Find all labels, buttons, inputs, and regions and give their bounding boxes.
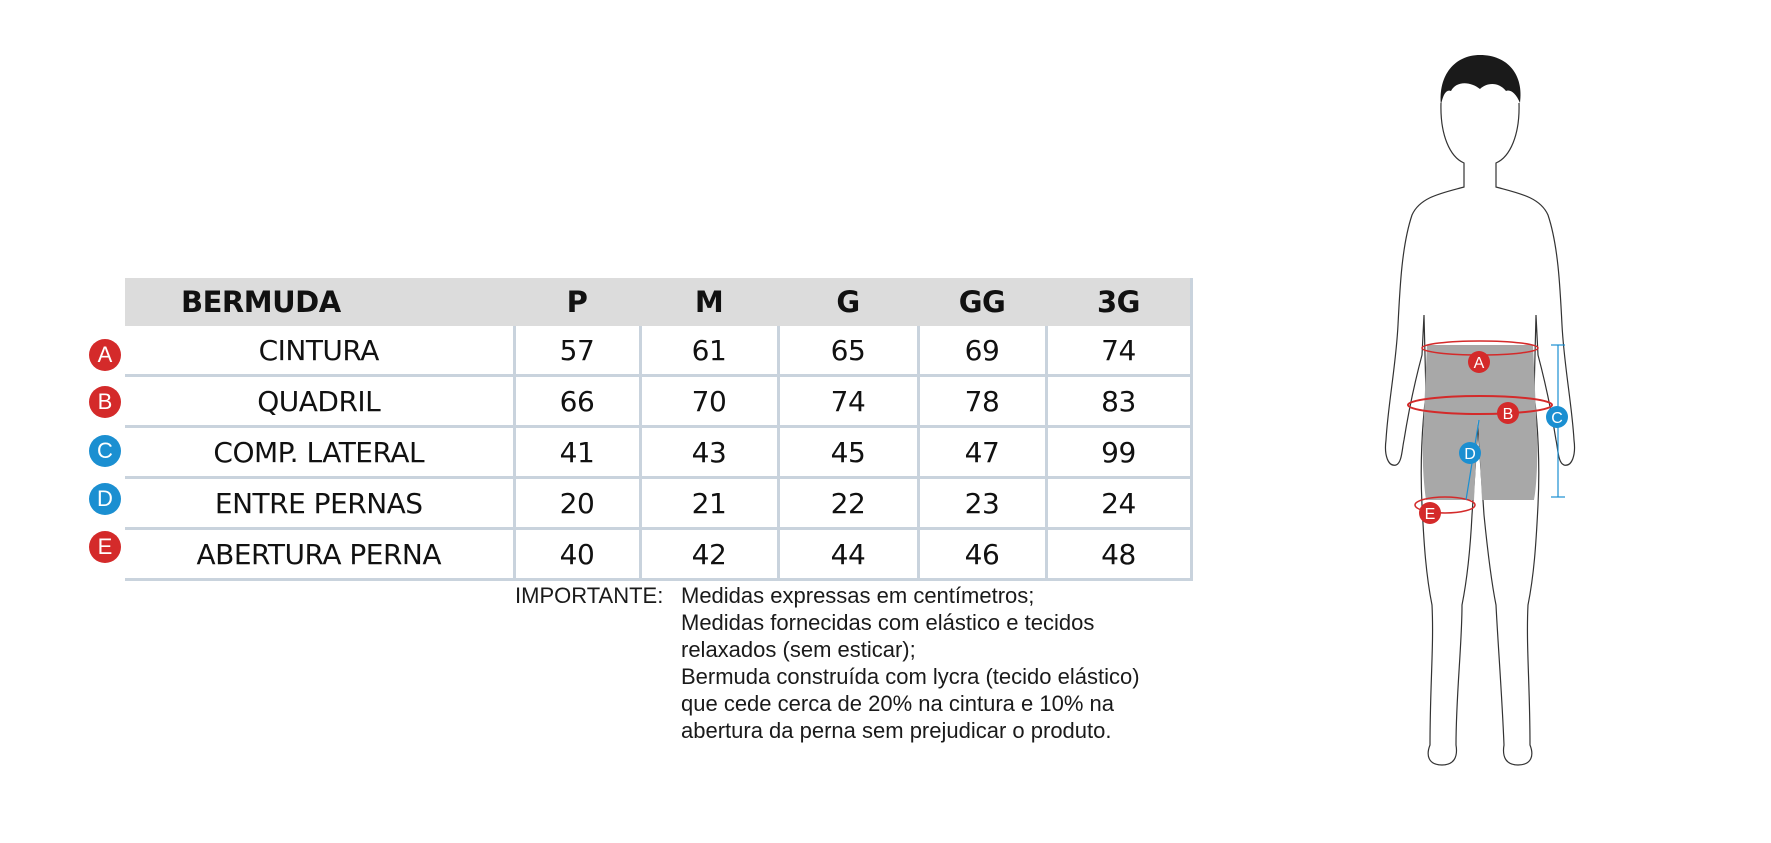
measure-value: 83 (1046, 376, 1191, 427)
measure-value: 74 (778, 376, 918, 427)
measure-value: 61 (640, 326, 778, 376)
figure-marker-a (1468, 351, 1490, 373)
measure-value: 78 (918, 376, 1046, 427)
marker-e: E (89, 531, 121, 563)
note-line: Bermuda construída com lycra (tecido elástico) (681, 664, 1140, 689)
measure-value: 45 (778, 427, 918, 478)
measure-value: 41 (514, 427, 640, 478)
size-header: GG (918, 278, 1046, 326)
measure-value: 23 (918, 478, 1046, 529)
body-measurement-figure (1330, 45, 1630, 805)
marker-a: A (89, 339, 121, 371)
table-row (125, 326, 1191, 376)
measure-value: 99 (1046, 427, 1191, 478)
figure-marker-d (1459, 442, 1481, 464)
measure-label: QUADRIL (125, 376, 514, 427)
measure-label: ENTRE PERNAS (125, 478, 514, 529)
figure-marker-e (1419, 502, 1441, 524)
size-header: G (778, 278, 918, 326)
measure-value: 57 (514, 326, 640, 376)
measure-label: COMP. LATERAL (125, 427, 514, 478)
measure-value: 70 (640, 376, 778, 427)
measure-value: 43 (640, 427, 778, 478)
marker-b: B (89, 386, 121, 418)
figure-marker-b (1497, 402, 1519, 424)
measure-value: 21 (640, 478, 778, 529)
size-header: M (640, 278, 778, 326)
note-line: relaxados (sem esticar); (681, 637, 916, 662)
measure-value: 24 (1046, 478, 1191, 529)
table-header-row (125, 278, 1191, 326)
size-header: P (514, 278, 640, 326)
size-table (125, 278, 1193, 581)
size-header: 3G (1046, 278, 1191, 326)
measure-value: 47 (918, 427, 1046, 478)
measure-value: 69 (918, 326, 1046, 376)
measure-value: 65 (778, 326, 918, 376)
note-line: que cede cerca de 20% na cintura e 10% na (681, 691, 1114, 716)
table-row (125, 478, 1191, 529)
table-row (125, 529, 1191, 580)
svg-text:C: C (1551, 410, 1563, 427)
svg-text:E: E (1424, 506, 1436, 523)
note-line: abertura da perna sem prejudicar o produto. (681, 718, 1112, 743)
measure-value: 22 (778, 478, 918, 529)
table-row (125, 376, 1191, 427)
svg-text:A: A (1473, 355, 1485, 372)
hair-icon (1441, 55, 1521, 105)
table-title: BERMUDA (125, 278, 514, 326)
figure-marker-c (1546, 406, 1568, 428)
measure-value: 20 (514, 478, 640, 529)
measure-label: ABERTURA PERNA (125, 529, 514, 580)
measure-value: 48 (1046, 529, 1191, 580)
svg-text:D: D (1464, 446, 1476, 463)
note-line: Medidas expressas em centímetros; (681, 583, 1035, 608)
measure-value: 44 (778, 529, 918, 580)
table-row (125, 427, 1191, 478)
measure-value: 40 (514, 529, 640, 580)
measure-value: 74 (1046, 326, 1191, 376)
measure-value: 42 (640, 529, 778, 580)
measure-label: CINTURA (125, 326, 514, 376)
marker-d: D (89, 483, 121, 515)
marker-c: C (89, 435, 121, 467)
svg-text:B: B (1502, 406, 1514, 423)
measure-value: 66 (514, 376, 640, 427)
measure-value: 46 (918, 529, 1046, 580)
notes-label: IMPORTANTE: (515, 583, 664, 608)
note-line: Medidas fornecidas com elástico e tecidos (681, 610, 1095, 635)
